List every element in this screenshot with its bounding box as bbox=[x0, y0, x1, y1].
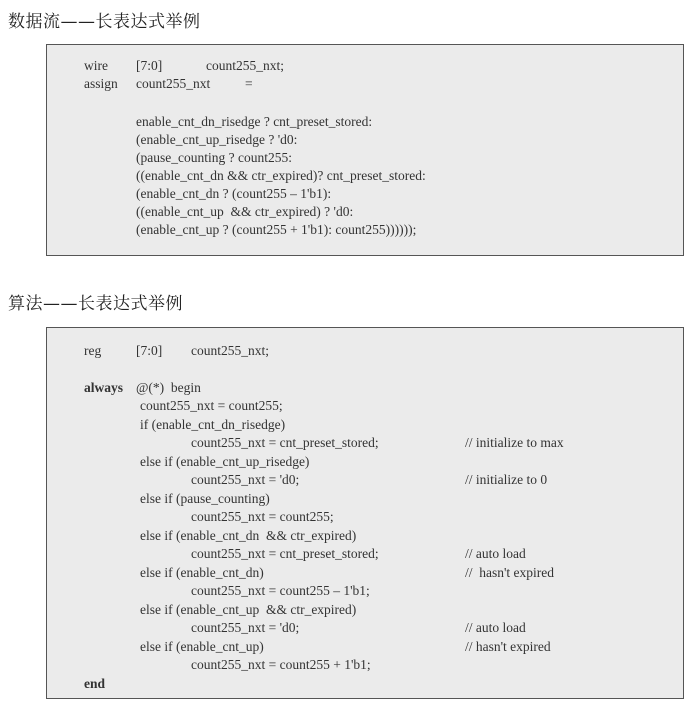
code-comment: // hasn't expired bbox=[465, 564, 555, 580]
code-comment: // auto load bbox=[465, 546, 526, 561]
code-line: count255_nxt = count255; bbox=[140, 398, 283, 413]
code-line: else if (enable_cnt_up) bbox=[140, 638, 264, 654]
code-line: (enable_cnt_dn ? (count255 – 1'b1): bbox=[136, 186, 332, 201]
code-line: count255_nxt = 'd0; bbox=[191, 620, 300, 635]
code-line: ((enable_cnt_up && ctr_expired) ? 'd0: bbox=[136, 204, 354, 219]
code-line: else if (pause_counting) bbox=[140, 490, 270, 506]
assign-equals: = bbox=[245, 76, 253, 91]
decl-range: [7:0] bbox=[136, 58, 163, 73]
code-box-algorithm bbox=[46, 327, 684, 699]
code-line: count255_nxt = cnt_preset_stored; bbox=[191, 435, 379, 450]
code-comment: // hasn't expired bbox=[465, 638, 551, 654]
code-line: (enable_cnt_up ? (count255 + 1'b1): count255)))))); bbox=[136, 222, 417, 237]
assign-keyword: assign bbox=[84, 76, 118, 91]
code-line: if (enable_cnt_dn_risedge) bbox=[140, 416, 286, 432]
code-line: else if (enable_cnt_dn) bbox=[140, 564, 264, 580]
code-line: (pause_counting ? count255: bbox=[136, 150, 292, 165]
code-line: count255_nxt = count255 + 1'b1; bbox=[191, 657, 371, 672]
code-line: count255_nxt = count255 – 1'b1; bbox=[191, 583, 370, 598]
code-line: else if (enable_cnt_up && ctr_expired) bbox=[140, 601, 357, 617]
code-line: (enable_cnt_up_risedge ? 'd0: bbox=[136, 132, 298, 147]
end-keyword: end bbox=[84, 676, 106, 691]
code-comment: // initialize to 0 bbox=[465, 472, 548, 487]
code-line: count255_nxt = count255; bbox=[191, 509, 334, 524]
code-line: enable_cnt_dn_risedge ? cnt_preset_stored: bbox=[136, 114, 373, 129]
decl-name: count255_nxt; bbox=[191, 343, 269, 358]
decl-keyword: reg bbox=[84, 343, 102, 358]
code-line: count255_nxt = 'd0; bbox=[191, 472, 300, 487]
always-sensitivity: @(*) begin bbox=[136, 380, 201, 395]
always-keyword: always bbox=[84, 380, 124, 395]
decl-name: count255_nxt; bbox=[206, 58, 284, 73]
decl-keyword: wire bbox=[84, 58, 108, 73]
decl-range: [7:0] bbox=[136, 343, 163, 358]
section-title-algorithm: 算法——长表达式举例 bbox=[8, 294, 183, 314]
section-title-dataflow: 数据流——长表达式举例 bbox=[8, 12, 201, 32]
assign-lhs: count255_nxt bbox=[136, 76, 211, 91]
code-line: else if (enable_cnt_up_risedge) bbox=[140, 453, 310, 469]
code-line: count255_nxt = cnt_preset_stored; bbox=[191, 546, 379, 561]
code-comment: // auto load bbox=[465, 620, 526, 635]
code-line: ((enable_cnt_dn && ctr_expired)? cnt_preset_stored: bbox=[136, 168, 426, 183]
code-box-dataflow bbox=[46, 44, 684, 256]
code-line: else if (enable_cnt_dn && ctr_expired) bbox=[140, 527, 357, 543]
code-comment: // initialize to max bbox=[465, 435, 564, 450]
